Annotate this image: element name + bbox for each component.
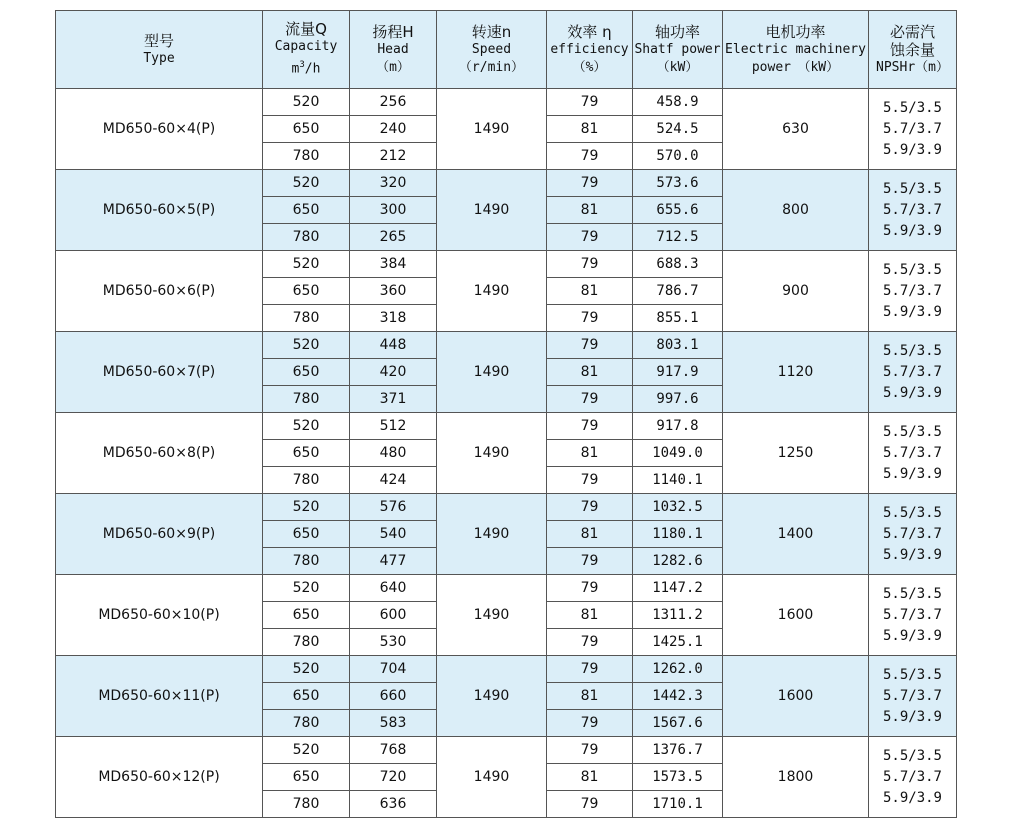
shaft-power-cell: 1262.0 <box>633 656 723 683</box>
header-npshr-en: NPSHr（m） <box>876 59 949 75</box>
npshr-value: 5.5/3.5 <box>882 180 942 197</box>
head-cell: 448 <box>350 332 437 359</box>
table-row <box>56 737 957 764</box>
shaft-power-cell: 655.6 <box>633 197 723 224</box>
head-cell: 530 <box>350 629 437 656</box>
capacity-cell: 520 <box>263 332 350 359</box>
header-capacity-unit <box>263 56 349 78</box>
header-speed-unit: （r/min） <box>458 59 525 75</box>
header-motor-power-unit: power （kW） <box>751 59 840 75</box>
efficiency-cell: 81 <box>547 197 633 224</box>
npshr-value: 5.5/3.5 <box>882 342 942 359</box>
efficiency-cell: 79 <box>547 170 633 197</box>
npshr-value: 5.9/3.9 <box>882 546 942 563</box>
efficiency-cell: 81 <box>547 602 633 629</box>
npshr-cell <box>869 656 957 737</box>
shaft-power-cell: 1710.1 <box>633 791 723 818</box>
header-head-unit: （m） <box>376 59 410 75</box>
head-cell: 212 <box>350 143 437 170</box>
npshr-value: 5.7/3.7 <box>882 525 942 542</box>
head-cell: 424 <box>350 467 437 494</box>
npshr-value: 5.5/3.5 <box>882 585 942 602</box>
npshr-value: 5.5/3.5 <box>882 747 942 764</box>
npshr-cell <box>869 575 957 656</box>
efficiency-cell: 79 <box>547 143 633 170</box>
efficiency-cell: 81 <box>547 278 633 305</box>
model-cell: MD650-60×7(P) <box>56 332 263 413</box>
header-head <box>350 11 437 89</box>
speed-cell: 1490 <box>437 170 547 251</box>
shaft-power-cell: 786.7 <box>633 278 723 305</box>
capacity-cell: 780 <box>263 710 350 737</box>
pump-spec-table <box>55 10 957 818</box>
speed-cell: 1490 <box>437 494 547 575</box>
efficiency-cell: 79 <box>547 413 633 440</box>
motor-power-cell: 630 <box>723 89 869 170</box>
header-shaft-power-cn: 轴功率 <box>654 22 700 41</box>
head-cell: 636 <box>350 791 437 818</box>
model-cell: MD650-60×11(P) <box>56 656 263 737</box>
motor-power-cell: 1120 <box>723 332 869 413</box>
model-cell: MD650-60×12(P) <box>56 737 263 818</box>
table-row <box>56 251 957 278</box>
header-efficiency-unit: （%） <box>572 59 607 75</box>
header-type-cn: 型号 <box>143 31 174 50</box>
head-cell: 704 <box>350 656 437 683</box>
efficiency-cell: 79 <box>547 656 633 683</box>
efficiency-cell: 79 <box>547 548 633 575</box>
efficiency-cell: 79 <box>547 629 633 656</box>
header-motor-power-en: Electric machinery <box>725 41 866 57</box>
header-capacity-cn: 流量Q <box>285 20 327 39</box>
header-motor-power-cn: 电机功率 <box>765 22 826 41</box>
npshr-value: 5.9/3.9 <box>882 789 942 806</box>
table-row <box>56 332 957 359</box>
shaft-power-cell: 917.8 <box>633 413 723 440</box>
table-row <box>56 89 957 116</box>
npshr-value: 5.9/3.9 <box>882 384 942 401</box>
head-cell: 371 <box>350 386 437 413</box>
head-cell: 583 <box>350 710 437 737</box>
motor-power-cell: 1250 <box>723 413 869 494</box>
npshr-value: 5.5/3.5 <box>882 261 942 278</box>
npshr-value: 5.7/3.7 <box>882 444 942 461</box>
head-cell: 240 <box>350 116 437 143</box>
speed-cell: 1490 <box>437 413 547 494</box>
motor-power-cell: 900 <box>723 251 869 332</box>
npshr-value: 5.5/3.5 <box>882 423 942 440</box>
shaft-power-cell: 1180.1 <box>633 521 723 548</box>
capacity-cell: 780 <box>263 143 350 170</box>
shaft-power-cell: 997.6 <box>633 386 723 413</box>
head-cell: 360 <box>350 278 437 305</box>
npshr-cell <box>869 413 957 494</box>
motor-power-cell: 1600 <box>723 656 869 737</box>
model-cell: MD650-60×8(P) <box>56 413 263 494</box>
npshr-cell <box>869 332 957 413</box>
head-cell: 477 <box>350 548 437 575</box>
capacity-cell: 780 <box>263 548 350 575</box>
shaft-power-cell: 1147.2 <box>633 575 723 602</box>
efficiency-cell: 79 <box>547 467 633 494</box>
npshr-value: 5.7/3.7 <box>882 606 942 623</box>
speed-cell: 1490 <box>437 575 547 656</box>
header-efficiency-en: efficiency <box>550 41 629 57</box>
efficiency-cell: 79 <box>547 224 633 251</box>
efficiency-cell: 79 <box>547 791 633 818</box>
header-type <box>56 11 263 89</box>
header-npshr-cn: 必需汽 <box>889 22 935 41</box>
head-cell: 660 <box>350 683 437 710</box>
capacity-cell: 650 <box>263 602 350 629</box>
header-npshr-cn2: 蚀余量 <box>889 40 935 59</box>
shaft-power-cell: 712.5 <box>633 224 723 251</box>
npshr-value: 5.5/3.5 <box>882 99 942 116</box>
capacity-cell: 780 <box>263 467 350 494</box>
capacity-cell: 650 <box>263 683 350 710</box>
npshr-value: 5.5/3.5 <box>882 504 942 521</box>
efficiency-cell: 81 <box>547 764 633 791</box>
npshr-value: 5.7/3.7 <box>882 201 942 218</box>
capacity-cell: 520 <box>263 170 350 197</box>
header-shaft-power-en: Shatf power <box>634 41 721 57</box>
header-speed <box>437 11 547 89</box>
capacity-cell: 650 <box>263 116 350 143</box>
header-npshr <box>869 11 957 89</box>
efficiency-cell: 79 <box>547 494 633 521</box>
capacity-cell: 520 <box>263 251 350 278</box>
model-cell: MD650-60×9(P) <box>56 494 263 575</box>
header-efficiency-cn: 效率 η <box>567 22 612 41</box>
efficiency-cell: 81 <box>547 116 633 143</box>
capacity-cell: 650 <box>263 764 350 791</box>
npshr-value: 5.9/3.9 <box>882 627 942 644</box>
npshr-value: 5.7/3.7 <box>882 687 942 704</box>
head-cell: 384 <box>350 251 437 278</box>
shaft-power-cell: 1140.1 <box>633 467 723 494</box>
npshr-value: 5.7/3.7 <box>882 363 942 380</box>
head-cell: 768 <box>350 737 437 764</box>
header-speed-en: Speed <box>471 41 512 57</box>
head-cell: 318 <box>350 305 437 332</box>
head-cell: 600 <box>350 602 437 629</box>
efficiency-cell: 81 <box>547 440 633 467</box>
model-cell: MD650-60×4(P) <box>56 89 263 170</box>
shaft-power-cell: 573.6 <box>633 170 723 197</box>
shaft-power-cell: 1376.7 <box>633 737 723 764</box>
header-capacity <box>263 11 350 89</box>
npshr-value: 5.5/3.5 <box>882 666 942 683</box>
head-cell: 640 <box>350 575 437 602</box>
efficiency-cell: 79 <box>547 575 633 602</box>
shaft-power-cell: 1311.2 <box>633 602 723 629</box>
motor-power-cell: 800 <box>723 170 869 251</box>
speed-cell: 1490 <box>437 251 547 332</box>
shaft-power-cell: 524.5 <box>633 116 723 143</box>
unit-base: m <box>291 61 300 77</box>
efficiency-cell: 79 <box>547 710 633 737</box>
capacity-cell: 650 <box>263 440 350 467</box>
motor-power-cell: 1400 <box>723 494 869 575</box>
capacity-cell: 780 <box>263 224 350 251</box>
head-cell: 256 <box>350 89 437 116</box>
capacity-cell: 650 <box>263 359 350 386</box>
table-row <box>56 170 957 197</box>
efficiency-cell: 79 <box>547 332 633 359</box>
npshr-value: 5.7/3.7 <box>882 120 942 137</box>
speed-cell: 1490 <box>437 737 547 818</box>
header-type-en: Type <box>143 50 175 66</box>
speed-cell: 1490 <box>437 332 547 413</box>
unit-tail: /h <box>304 61 321 77</box>
npshr-value: 5.7/3.7 <box>882 768 942 785</box>
shaft-power-cell: 1282.6 <box>633 548 723 575</box>
efficiency-cell: 79 <box>547 89 633 116</box>
npshr-cell <box>869 170 957 251</box>
capacity-cell: 650 <box>263 521 350 548</box>
shaft-power-cell: 1425.1 <box>633 629 723 656</box>
shaft-power-cell: 1442.3 <box>633 683 723 710</box>
capacity-cell: 520 <box>263 575 350 602</box>
capacity-cell: 520 <box>263 494 350 521</box>
npshr-cell <box>869 251 957 332</box>
npshr-cell <box>869 494 957 575</box>
shaft-power-cell: 1049.0 <box>633 440 723 467</box>
head-cell: 320 <box>350 170 437 197</box>
motor-power-cell: 1600 <box>723 575 869 656</box>
model-cell: MD650-60×10(P) <box>56 575 263 656</box>
head-cell: 300 <box>350 197 437 224</box>
shaft-power-cell: 688.3 <box>633 251 723 278</box>
header-shaft-power <box>633 11 723 89</box>
header-row <box>56 11 957 89</box>
npshr-value: 5.9/3.9 <box>882 222 942 239</box>
capacity-cell: 520 <box>263 89 350 116</box>
npshr-value: 5.9/3.9 <box>882 303 942 320</box>
shaft-power-cell: 570.0 <box>633 143 723 170</box>
npshr-value: 5.7/3.7 <box>882 282 942 299</box>
head-cell: 576 <box>350 494 437 521</box>
shaft-power-cell: 803.1 <box>633 332 723 359</box>
efficiency-cell: 79 <box>547 251 633 278</box>
model-cell: MD650-60×5(P) <box>56 170 263 251</box>
capacity-cell: 650 <box>263 197 350 224</box>
shaft-power-cell: 855.1 <box>633 305 723 332</box>
speed-cell: 1490 <box>437 89 547 170</box>
efficiency-cell: 81 <box>547 359 633 386</box>
header-speed-cn: 转速n <box>471 22 512 41</box>
table-row <box>56 494 957 521</box>
shaft-power-cell: 917.9 <box>633 359 723 386</box>
capacity-cell: 780 <box>263 791 350 818</box>
npshr-value: 5.9/3.9 <box>882 141 942 158</box>
header-head-en: Head <box>377 41 409 57</box>
capacity-cell: 780 <box>263 305 350 332</box>
npshr-value: 5.9/3.9 <box>882 708 942 725</box>
speed-cell: 1490 <box>437 656 547 737</box>
shaft-power-cell: 1032.5 <box>633 494 723 521</box>
head-cell: 420 <box>350 359 437 386</box>
efficiency-cell: 81 <box>547 683 633 710</box>
capacity-cell: 650 <box>263 278 350 305</box>
efficiency-cell: 81 <box>547 521 633 548</box>
head-cell: 720 <box>350 764 437 791</box>
model-cell: MD650-60×6(P) <box>56 251 263 332</box>
header-motor-power <box>723 11 869 89</box>
capacity-cell: 780 <box>263 629 350 656</box>
table-body <box>56 89 957 818</box>
efficiency-cell: 79 <box>547 386 633 413</box>
motor-power-cell: 1800 <box>723 737 869 818</box>
npshr-cell <box>869 737 957 818</box>
head-cell: 512 <box>350 413 437 440</box>
npshr-cell <box>869 89 957 170</box>
table-row <box>56 575 957 602</box>
capacity-cell: 520 <box>263 737 350 764</box>
table-row <box>56 413 957 440</box>
efficiency-cell: 79 <box>547 305 633 332</box>
unit-sup: 3 <box>299 60 305 71</box>
capacity-cell: 520 <box>263 413 350 440</box>
npshr-value: 5.9/3.9 <box>882 465 942 482</box>
header-capacity-en: Capacity <box>274 39 338 55</box>
capacity-cell: 780 <box>263 386 350 413</box>
header-shaft-power-unit: （kW） <box>656 59 699 75</box>
head-cell: 540 <box>350 521 437 548</box>
shaft-power-cell: 458.9 <box>633 89 723 116</box>
head-cell: 265 <box>350 224 437 251</box>
head-cell: 480 <box>350 440 437 467</box>
capacity-cell: 520 <box>263 656 350 683</box>
table-row <box>56 656 957 683</box>
header-efficiency <box>547 11 633 89</box>
header-head-cn: 扬程H <box>372 22 414 41</box>
efficiency-cell: 79 <box>547 737 633 764</box>
shaft-power-cell: 1567.6 <box>633 710 723 737</box>
shaft-power-cell: 1573.5 <box>633 764 723 791</box>
